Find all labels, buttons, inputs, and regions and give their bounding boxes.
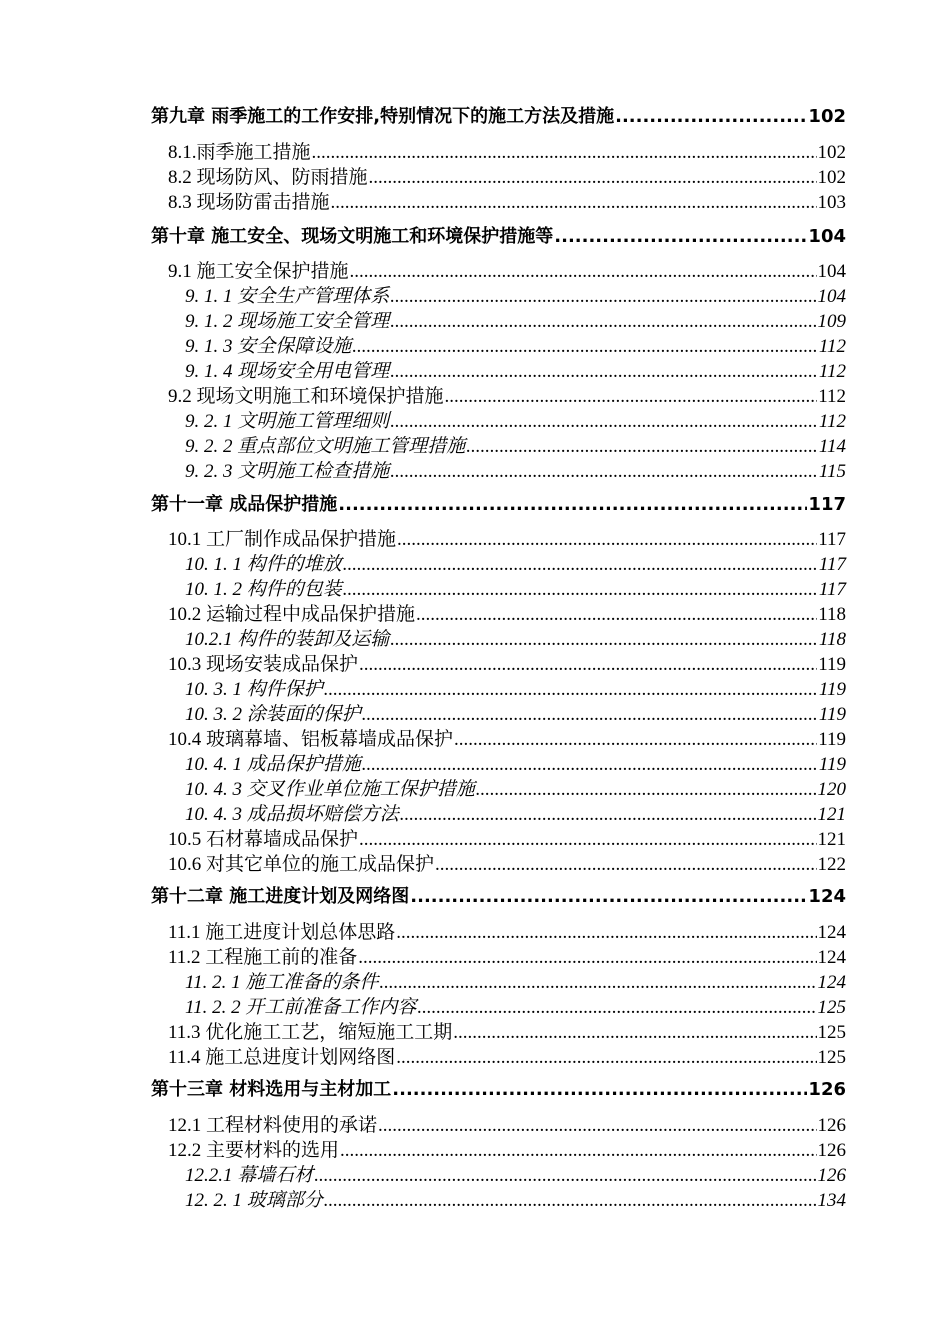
toc-page-number: 125 <box>817 997 846 1018</box>
dot-leader <box>390 459 818 484</box>
toc-entry-title: 10.2.1 构件的装卸及运输 <box>185 629 390 650</box>
toc-page-number: 121 <box>817 829 846 850</box>
toc-page-number: 112 <box>818 386 846 407</box>
dot-leader <box>397 527 817 552</box>
toc-entry-title: 11.4 施工总进度计划网络图 <box>168 1047 396 1068</box>
dot-leader <box>379 970 816 995</box>
toc-entry-title: 11. 2. 1 施工准备的条件 <box>185 972 379 993</box>
dot-leader <box>396 1045 816 1070</box>
toc-page-number: 118 <box>818 604 846 625</box>
toc-entry-title: 10. 1. 1 构件的堆放 <box>185 554 342 575</box>
toc-page-number: 126 <box>817 1115 846 1136</box>
toc-entry-title: 第九章 雨季施工的工作安排,特别情况下的施工方法及措施 <box>151 106 615 127</box>
dot-leader <box>417 995 816 1020</box>
toc-section-8-3[interactable] <box>168 190 846 215</box>
toc-page-number: 124 <box>808 886 846 907</box>
toc-subsection-9-1-2[interactable] <box>185 309 846 334</box>
toc-subsection-12-2-1-b[interactable] <box>185 1188 846 1213</box>
toc-entry-title: 9. 1. 2 现场施工安全管理 <box>185 311 390 332</box>
toc-subsection-9-2-3[interactable] <box>185 459 846 484</box>
toc-entry-title: 9.1 施工安全保护措施 <box>168 261 349 282</box>
toc-page-number: 104 <box>817 261 846 282</box>
toc-section-10-3[interactable] <box>168 652 846 677</box>
toc-page-number: 134 <box>817 1190 846 1211</box>
toc-page-number: 102 <box>808 106 846 127</box>
toc-section-11-3[interactable] <box>168 1020 846 1045</box>
toc-entry-title: 10.3 现场安装成品保护 <box>168 654 359 675</box>
toc-page-number: 124 <box>817 972 846 993</box>
dot-leader <box>554 224 807 250</box>
dot-leader <box>466 434 818 459</box>
dot-leader <box>324 677 818 702</box>
dot-leader <box>454 727 817 752</box>
toc-chapter-12[interactable] <box>151 884 846 910</box>
dot-leader <box>410 884 807 910</box>
dot-leader <box>343 552 818 577</box>
toc-subsection-10-4-3-b[interactable] <box>185 802 846 827</box>
toc-entry-title: 9. 2. 1 文明施工管理细则 <box>185 411 390 432</box>
toc-entry-title: 12. 2. 1 玻璃部分 <box>185 1190 323 1211</box>
toc-section-10-4[interactable] <box>168 727 846 752</box>
dot-leader <box>392 1077 807 1103</box>
dot-leader <box>390 627 818 652</box>
toc-section-10-1[interactable] <box>168 527 846 552</box>
toc-entry-title: 9. 1. 3 安全保障设施 <box>185 336 352 357</box>
dot-leader <box>358 945 816 970</box>
toc-section-8-2[interactable] <box>168 165 846 190</box>
toc-chapter-10[interactable] <box>151 224 846 250</box>
toc-entry-title: 8.2 现场防风、防雨措施 <box>168 167 368 188</box>
toc-subsection-10-3-2[interactable] <box>185 702 846 727</box>
dot-leader <box>390 309 816 334</box>
toc-entry-title: 11.1 施工进度计划总体思路 <box>168 922 396 943</box>
toc-page-number: 119 <box>818 754 846 775</box>
toc-chapter-11[interactable] <box>151 492 846 518</box>
toc-entry-title: 第十章 施工安全、现场文明施工和环境保护措施等 <box>151 226 554 247</box>
dot-leader <box>378 1113 816 1138</box>
toc-page-number: 115 <box>818 461 846 482</box>
toc-page-number: 119 <box>818 679 846 700</box>
toc-entry-title: 10.6 对其它单位的施工成品保护 <box>168 854 435 875</box>
toc-section-12-2[interactable] <box>168 1138 846 1163</box>
toc-page-number: 103 <box>817 192 846 213</box>
toc-subsection-10-4-3-a[interactable] <box>185 777 846 802</box>
toc-page-number: 125 <box>817 1022 846 1043</box>
toc-entry-title: 12.1 工程材料使用的承诺 <box>168 1115 378 1136</box>
toc-entry-title: 10. 4. 3 成品损坏赔偿方法 <box>185 804 399 825</box>
toc-subsection-9-2-2[interactable] <box>185 434 846 459</box>
toc-page-number: 114 <box>818 436 846 457</box>
toc-entry-title: 第十二章 施工进度计划及网络图 <box>151 886 410 907</box>
toc-section-12-1[interactable] <box>168 1113 846 1138</box>
toc-entry-title: 11.3 优化施工工艺，缩短施工工期 <box>168 1022 453 1043</box>
dot-leader <box>390 284 816 309</box>
toc-subsection-9-2-1[interactable] <box>185 409 846 434</box>
toc-entry-title: 第十三章 材料选用与主材加工 <box>151 1079 392 1100</box>
dot-leader <box>338 492 807 518</box>
toc-subsection-10-2-1[interactable] <box>185 627 846 652</box>
dot-leader <box>331 190 817 215</box>
toc-page-number: 109 <box>817 311 846 332</box>
toc-subsection-11-2-2[interactable] <box>185 995 846 1020</box>
toc-entry-title: 10. 4. 3 交叉作业单位施工保护措施 <box>185 779 475 800</box>
toc-section-9-2[interactable] <box>168 384 846 409</box>
toc-page-number: 117 <box>818 529 846 550</box>
toc-page-number: 118 <box>818 629 846 650</box>
dot-leader <box>324 1188 817 1213</box>
dot-leader <box>453 1020 816 1045</box>
toc-page-number: 119 <box>818 654 846 675</box>
dot-leader <box>369 165 817 190</box>
dot-leader <box>359 827 816 852</box>
dot-leader <box>416 602 817 627</box>
toc-entry-title: 10. 4. 1 成品保护措施 <box>185 754 361 775</box>
toc-entry-title: 8.1.雨季施工措施 <box>168 142 311 163</box>
toc-page-number: 117 <box>818 554 846 575</box>
toc-page-number: 112 <box>818 336 846 357</box>
dot-leader <box>312 140 817 165</box>
dot-leader <box>350 259 817 284</box>
toc-subsection-10-3-1[interactable] <box>185 677 846 702</box>
toc-page-number: 124 <box>817 922 846 943</box>
toc-page-number: 112 <box>818 361 846 382</box>
toc-page-number: 112 <box>818 411 846 432</box>
dot-leader <box>435 852 816 877</box>
toc-subsection-9-1-3[interactable] <box>185 334 846 359</box>
toc-entry-title: 12.2 主要材料的选用 <box>168 1140 340 1161</box>
toc-subsection-10-1-1[interactable] <box>185 552 846 577</box>
dot-leader <box>476 777 817 802</box>
dot-leader <box>396 920 816 945</box>
dot-leader <box>340 1138 816 1163</box>
toc-entry-title: 12.2.1 幕墙石材 <box>185 1165 314 1186</box>
toc-section-9-1[interactable] <box>168 259 846 284</box>
toc-page-number: 120 <box>817 779 846 800</box>
toc-chapter-9[interactable] <box>151 104 846 130</box>
toc-page-number: 119 <box>818 729 846 750</box>
dot-leader <box>445 384 818 409</box>
toc-chapter-13[interactable] <box>151 1077 846 1103</box>
toc-entry-title: 10.1 工厂制作成品保护措施 <box>168 529 397 550</box>
toc-page-number: 117 <box>808 494 846 515</box>
toc-page-number: 126 <box>808 1079 846 1100</box>
toc-entry-title: 9. 1. 1 安全生产管理体系 <box>185 286 390 307</box>
dot-leader <box>343 577 818 602</box>
toc-page-number: 102 <box>817 142 846 163</box>
dot-leader <box>362 702 818 727</box>
toc-subsection-9-1-4[interactable] <box>185 359 846 384</box>
toc-entry-title: 10.2 运输过程中成品保护措施 <box>168 604 416 625</box>
toc-section-10-2[interactable] <box>168 602 846 627</box>
toc-page-number: 117 <box>818 579 846 600</box>
toc-page-number: 125 <box>817 1047 846 1068</box>
toc-page-number: 104 <box>808 226 846 247</box>
toc-page-number: 122 <box>817 854 846 875</box>
toc-page-number: 121 <box>817 804 846 825</box>
toc-page-number: 119 <box>818 704 846 725</box>
toc-page-number: 124 <box>817 947 846 968</box>
toc-subsection-10-1-2[interactable] <box>185 577 846 602</box>
toc-subsection-12-2-1-a[interactable] <box>185 1163 846 1188</box>
dot-leader <box>400 802 817 827</box>
toc-entry-title: 11. 2. 2 开工前准备工作内容 <box>185 997 417 1018</box>
dot-leader <box>615 104 807 130</box>
toc-section-11-2[interactable] <box>168 945 846 970</box>
dot-leader <box>352 334 818 359</box>
dot-leader <box>362 752 818 777</box>
toc-entry-title: 9. 1. 4 现场安全用电管理 <box>185 361 390 382</box>
toc-subsection-10-4-1[interactable] <box>185 752 846 777</box>
toc-entry-title: 10. 3. 2 涂装面的保护 <box>185 704 361 725</box>
toc-entry-title: 10. 1. 2 构件的包装 <box>185 579 342 600</box>
dot-leader <box>390 409 818 434</box>
toc-section-10-5[interactable] <box>168 827 846 852</box>
toc-page-number: 126 <box>817 1140 846 1161</box>
dot-leader <box>359 652 817 677</box>
toc-page-number: 104 <box>817 286 846 307</box>
toc-entry-title: 10. 3. 1 构件保护 <box>185 679 323 700</box>
toc-entry-title: 10.5 石材幕墙成品保护 <box>168 829 359 850</box>
toc-subsection-11-2-1[interactable] <box>185 970 846 995</box>
toc-entry-title: 第十一章 成品保护措施 <box>151 494 338 515</box>
toc-section-8-1[interactable] <box>168 140 846 165</box>
toc-section-10-6[interactable] <box>168 852 846 877</box>
dot-leader <box>390 359 818 384</box>
toc-subsection-9-1-1[interactable] <box>185 284 846 309</box>
toc-entry-title: 9. 2. 2 重点部位文明施工管理措施 <box>185 436 466 457</box>
toc-entry-title: 9.2 现场文明施工和环境保护措施 <box>168 386 444 407</box>
toc-section-11-4[interactable] <box>168 1045 846 1070</box>
toc-entry-title: 8.3 现场防雷击措施 <box>168 192 330 213</box>
toc-page-number: 126 <box>817 1165 846 1186</box>
toc-entry-title: 10.4 玻璃幕墙、铝板幕墙成品保护 <box>168 729 454 750</box>
toc-entry-title: 11.2 工程施工前的准备 <box>168 947 358 968</box>
toc-section-11-1[interactable] <box>168 920 846 945</box>
toc-entry-title: 9. 2. 3 文明施工检查措施 <box>185 461 390 482</box>
toc-page-number: 102 <box>817 167 846 188</box>
dot-leader <box>314 1163 816 1188</box>
